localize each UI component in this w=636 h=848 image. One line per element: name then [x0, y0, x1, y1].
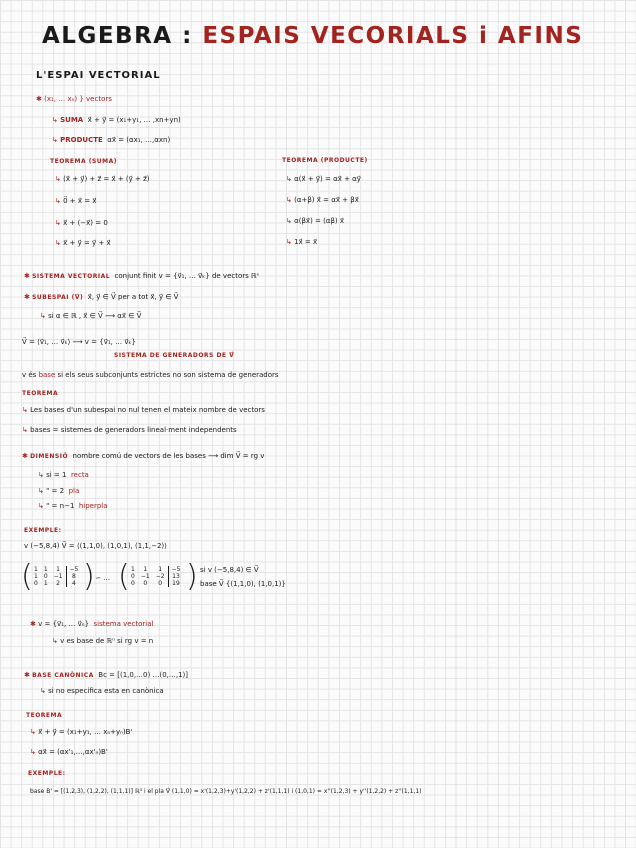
page-title	[42, 22, 583, 50]
matrix-cell: −2	[155, 573, 165, 580]
right-paren: )	[186, 559, 198, 594]
base-canonica-line	[24, 671, 188, 680]
base-definition	[22, 371, 279, 380]
t2a: x⃗ + y⃗ = (x₁+y₁, … xₙ+yₙ)B'	[38, 728, 133, 736]
matrix-cell: 8	[66, 573, 81, 580]
arrow-icon: ↳	[55, 219, 61, 227]
arrow-icon: ↳	[55, 197, 61, 205]
generators-line: V⃗ = ⟨v⃗₁, … v⃗ₖ⟩ ⟶ v = {v⃗₁, … v⃗ₖ}	[22, 338, 136, 346]
teorema-producte-item	[286, 175, 361, 184]
tilde-arrow: ∽ …	[95, 574, 111, 582]
suma-label: SUMA	[60, 116, 84, 124]
arrow-icon: ↳	[40, 687, 46, 695]
matrix-cell: 19	[168, 580, 183, 587]
sv2-word: sistema vectorial	[93, 620, 154, 628]
dim-item	[38, 471, 89, 480]
dimensio-label: DIMENSIÓ	[30, 453, 69, 460]
arrow-icon: ↳	[22, 406, 28, 414]
exemple2-line: base B' = [(1,2,3), (1,2,2), (1,1,1)] ℝ³ i el pla V⃗ (1,1,0) = x'(1,2,3)+y'(1,2,2) + z'(1,1,1) i (1,0,1) = x''(1,2,3) + y''(1,2,2) + z''(1,1,1)	[30, 788, 422, 795]
matrix-cell: 0	[158, 580, 163, 587]
base-post: si els seus subconjunts estrictes no son sistema de generadors	[57, 371, 279, 379]
sv2-sub	[52, 637, 153, 646]
sistema-vectorial-line	[24, 272, 259, 281]
dim-item	[38, 487, 79, 496]
tp3: α(βx⃗) = (αβ) x⃗	[294, 217, 345, 225]
bullet-icon: ✱	[22, 452, 28, 460]
sistema-vectorial-label: SISTEMA VECTORIAL	[32, 273, 111, 280]
bc-sub-text: si no especifica esta en canònica	[48, 687, 164, 695]
base-canonica-sub	[40, 687, 164, 696]
teorema-producte-item	[286, 196, 359, 205]
matrix-cell: 1	[34, 573, 38, 580]
arrow-icon: ↳	[38, 502, 44, 510]
exemple-side1: si v (−5,8,4) ∈ V⃗	[200, 566, 259, 574]
th2: bases = sistemes de generadors lineal·ment independents	[30, 426, 237, 434]
matrix-cell: 13	[168, 573, 183, 580]
dim2-word: pla	[68, 487, 80, 495]
arrow-icon: ↳	[286, 175, 292, 183]
title-part1: ALGEBRA :	[42, 23, 193, 49]
teorema-producte-item	[286, 217, 344, 226]
subespai-sub	[40, 312, 141, 321]
producte-label: PRODUCTE	[60, 136, 103, 144]
matrix-cell: −5	[168, 566, 183, 573]
matrix-cell: 1	[131, 566, 135, 573]
base-canonica-label: BASE CANÒNICA	[32, 672, 94, 679]
matrix-cell: 1	[158, 566, 163, 573]
teorema-suma-item	[55, 239, 111, 248]
th1: Les bases d'un subespai no nul tenen el mateix nombre de vectors	[30, 406, 265, 414]
matrix-cell: 0	[143, 580, 148, 587]
matrix-cell: 1	[34, 566, 38, 573]
matrix-cell: 0	[43, 573, 48, 580]
tp1: α(x⃗ + y⃗) = αx⃗ + αy⃗	[294, 175, 361, 183]
matrix-cell: −1	[53, 573, 63, 580]
arrow-icon: ↳	[38, 471, 44, 479]
bullet-icon: ✱	[24, 671, 30, 679]
ts4: x⃗ + y⃗ = y⃗ + x⃗	[63, 239, 111, 247]
sv2-pre: v = {v⃗₁, … v⃗ₙ}	[38, 620, 90, 628]
teorema2-heading: TEOREMA	[26, 712, 63, 719]
ts2: 0⃗ + x⃗ = x⃗	[63, 197, 97, 205]
vectors-line	[36, 95, 112, 104]
matrix-cell: 1	[43, 566, 48, 573]
arrow-icon: ↳	[40, 312, 46, 320]
arrow-icon: ↳	[30, 728, 36, 736]
exemple2-heading: EXEMPLE:	[28, 770, 66, 777]
arrow-icon: ↳	[52, 116, 58, 124]
bullet-icon: ✱	[24, 272, 30, 280]
matrix-cell: −1	[140, 573, 150, 580]
matrix-cell: 0	[34, 580, 38, 587]
base-pre: v és	[22, 371, 37, 379]
arrow-icon: ↳	[52, 637, 58, 645]
suma-expr: x⃗ + y⃗ = (x₁+y₁, … ,xn+yn)	[87, 116, 181, 124]
teorema2-item	[30, 748, 108, 757]
teorema-item	[22, 406, 265, 415]
dim3-pre: " = n−1	[46, 502, 75, 510]
matrix-cell: 1	[56, 566, 60, 573]
dim-item	[38, 502, 108, 511]
title-part2: ESPAIS VECORIALS i AFINS	[202, 23, 584, 49]
ts3: x⃗ + (−x⃗) = 0	[63, 219, 108, 227]
arrow-icon: ↳	[55, 239, 61, 247]
arrow-icon: ↳	[52, 136, 58, 144]
vectors-text: (x₁, … xₙ) } vectors	[44, 95, 112, 103]
matrix-cell: 1	[143, 566, 148, 573]
dim2-pre: " = 2	[46, 487, 65, 495]
dimensio-text: nombre comú de vectors de les bases ⟶ dim V⃗ = rg v	[72, 452, 265, 460]
t2b: αx⃗ = (αx'₁,…,αx'ₙ)B'	[38, 748, 108, 756]
teorema-heading: TEOREMA	[22, 390, 59, 397]
left-paren: (	[118, 559, 130, 594]
teorema-producte-heading: TEOREMA (PRODUCTE)	[282, 157, 368, 164]
tp4: 1x⃗ = x⃗	[294, 238, 318, 246]
teorema-suma-item	[55, 219, 108, 228]
dim1-pre: si = 1	[46, 471, 67, 479]
base-canonica-text: Bc = [(1,0,…0) …(0,…,1)]	[98, 671, 189, 679]
subespai-label: SUBESPAI (V⃗)	[32, 294, 84, 301]
dimensio-line	[22, 452, 264, 461]
matrix-right	[128, 566, 183, 587]
subespai-line	[24, 293, 178, 302]
teorema-suma-item	[55, 197, 96, 206]
ts1: (x⃗ + y⃗) + z⃗ = x⃗ + (y⃗ + z⃗)	[63, 175, 150, 183]
arrow-icon: ↳	[30, 748, 36, 756]
teorema-suma-heading: TEOREMA (SUMA)	[50, 158, 118, 165]
section-heading: L'ESPAI VECTORIAL	[36, 70, 161, 81]
subespai-text: x⃗, y⃗ ∈ V⃗ per a tot x⃗, y⃗ ∈ V⃗	[87, 293, 179, 301]
arrow-icon: ↳	[286, 217, 292, 225]
producte-line	[52, 136, 170, 145]
arrow-icon: ↳	[55, 175, 61, 183]
arrow-icon: ↳	[22, 426, 28, 434]
subespai-sub-text: si α ∈ ℝ , x⃗ ∈ V⃗ ⟶ αx⃗ ∈ V⃗	[48, 312, 142, 320]
suma-line	[52, 116, 181, 125]
matrix-cell: 0	[131, 580, 135, 587]
teorema2-item	[30, 728, 132, 737]
exemple-heading: EXEMPLE:	[24, 527, 62, 534]
bullet-icon: ✱	[24, 293, 30, 301]
bullet-icon: ✱	[36, 95, 42, 103]
dim1-word: recta	[70, 471, 89, 479]
sv2-line	[30, 620, 154, 629]
exemple-side2: base V⃗ {(1,1,0), (1,0,1)}	[200, 580, 286, 588]
exemple-line: v (−5,8,4) V⃗ = ⟨(1,1,0), (1,0,1), (1,1,−2)⟩	[24, 542, 167, 550]
tp2: (α+β) x⃗ = αx⃗ + βx⃗	[294, 196, 359, 204]
teorema-suma-item	[55, 175, 150, 184]
arrow-icon: ↳	[286, 196, 292, 204]
sistema-vectorial-text: conjunt finit v = {v⃗₁, … v⃗ₖ} de vectors ℝⁿ	[114, 272, 260, 280]
teorema-producte-item	[286, 238, 317, 247]
producte-expr: αx⃗ = (αx₁, …,αxn)	[107, 136, 171, 144]
matrix-cell: 0	[131, 573, 135, 580]
matrix-cell: 1	[43, 580, 48, 587]
dim3-word: hiperpla	[78, 502, 108, 510]
base-word: base	[38, 371, 56, 379]
matrix-cell: 4	[66, 580, 81, 587]
right-paren: )	[83, 559, 95, 594]
matrix-cell: 2	[56, 580, 60, 587]
bullet-icon: ✱	[30, 620, 36, 628]
matrix-left	[31, 566, 81, 587]
arrow-icon: ↳	[38, 487, 44, 495]
left-paren: (	[21, 559, 33, 594]
generators-label: SISTEMA DE GENERADORS DE V⃗	[114, 352, 235, 359]
matrix-cell: −5	[66, 566, 81, 573]
teorema-item	[22, 426, 237, 435]
arrow-icon: ↳	[286, 238, 292, 246]
sv2-sub-text: v es base de ℝⁿ si rg v = n	[60, 637, 154, 645]
